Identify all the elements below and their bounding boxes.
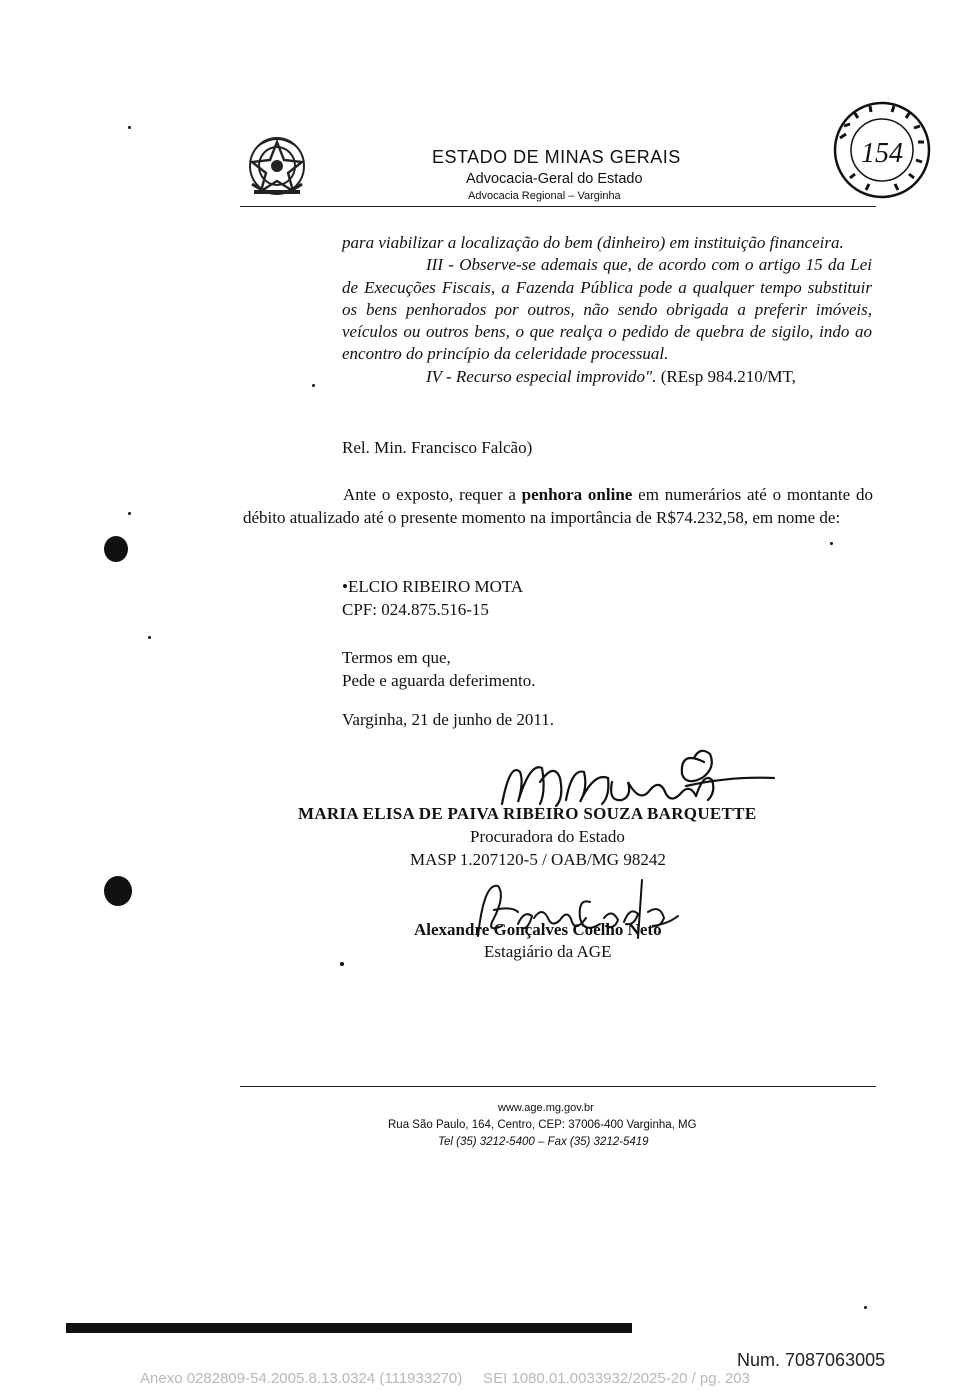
signer-1-id: MASP 1.207120-5 / OAB/MG 98242 <box>410 850 666 869</box>
header-organization: Advocacia-Geral do Estado <box>466 171 643 187</box>
request-paragraph <box>243 483 873 529</box>
document-number: Num. 7087063005 <box>737 1350 886 1370</box>
signer-2-role: Estagiário da AGE <box>484 942 612 961</box>
closing-block <box>342 646 536 692</box>
debtor-cpf: CPF: 024.875.516-15 <box>342 599 489 619</box>
header-divider <box>240 206 876 207</box>
stamp-page-number: 154 <box>861 138 903 169</box>
request-bold-term: penhora online <box>521 485 633 504</box>
state-coat-of-arms-logo <box>244 130 310 200</box>
debtor-block <box>342 576 523 621</box>
signer-1-role: Procuradora do Estado <box>470 827 625 846</box>
scan-speck <box>128 512 131 515</box>
closing-line-2: Pede e aguarda deferimento. <box>342 671 536 690</box>
scan-speck <box>830 542 833 545</box>
scan-speck <box>312 384 315 387</box>
footer-website: www.age.mg.gov.br <box>498 1102 594 1114</box>
footer-address: Rua São Paulo, 164, Centro, CEP: 37006-400 Varginha, MG <box>388 1119 697 1131</box>
quote-reference: Rel. Min. Francisco Falcão) <box>342 438 533 457</box>
scan-speck <box>340 962 344 966</box>
header-state-title: ESTADO DE MINAS GERAIS <box>432 147 681 167</box>
quote-paragraph-3-text: IV - Recurso especial improvido". <box>426 366 657 386</box>
debtor-name: •ELCIO RIBEIRO MOTA <box>342 577 524 596</box>
signer-2-name: Alexandre Gonçalves Coelho Neto <box>414 920 662 939</box>
scan-speck <box>104 536 128 562</box>
scan-speck <box>148 636 151 639</box>
scan-speck <box>864 1306 867 1309</box>
quote-paragraph-3 <box>342 366 872 388</box>
document-date: Varginha, 21 de junho de 2011. <box>342 710 554 729</box>
quote-paragraph-1: para viabilizar a localização do bem (dinheiro) em instituição financeira. <box>342 233 844 252</box>
request-text-2: em numerários até o montante do débito atualizado até o presente momento na importância de R$74.232,58, em nome de: <box>243 485 873 527</box>
scan-artifact-bar <box>66 1323 632 1333</box>
page-number-stamp <box>830 98 934 202</box>
closing-line-1: Termos em que, <box>342 648 451 667</box>
annex-reference-line: Anexo 0282809-54.2005.8.13.0324 (111933270) SEI 1080.01.0033932/2025-20 / pg. 203 <box>140 1370 750 1387</box>
request-text-1: Ante o exposto, requer a <box>343 485 522 504</box>
footer-phone: Tel (35) 3212-5400 – Fax (35) 3212-5419 <box>438 1136 649 1148</box>
signer-1-name: MARIA ELISA DE PAIVA RIBEIRO SOUZA BARQUETTE <box>298 804 757 823</box>
quoted-jurisprudence <box>342 232 872 388</box>
quote-paragraph-2: III - Observe-se ademais que, de acordo com o artigo 15 da Lei de Execuções Fiscais, a Fazenda Pública pode a qualquer tempo substituir os bens penhorados por outros, não sendo obrigada a preferir imóveis, veículos ou outros bens, o que realça o pedido de quebra de sigilo, indo ao encontro do princípio da celeridade processual. <box>342 255 872 364</box>
footer-divider <box>240 1086 876 1087</box>
quote-paragraph-3-ref: (REsp 984.210/MT, <box>656 366 796 386</box>
scan-speck <box>128 126 131 129</box>
header-unit: Advocacia Regional – Varginha <box>468 190 621 202</box>
scan-speck <box>104 876 132 906</box>
